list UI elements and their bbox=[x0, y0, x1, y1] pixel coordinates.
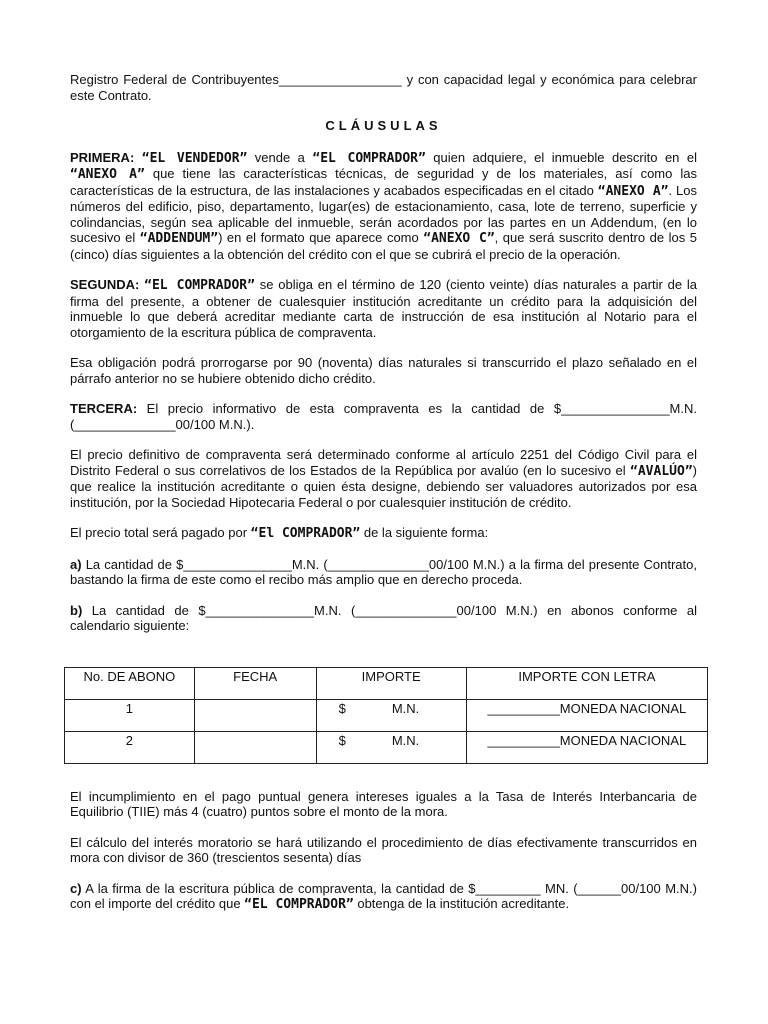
precio-total-paragraph bbox=[70, 525, 697, 542]
term-anexo-c: “ANEXO C” bbox=[423, 231, 495, 246]
primera-text-1: vende a bbox=[247, 149, 313, 165]
term-comprador: “EL COMPRADOR” bbox=[144, 278, 255, 293]
term-avaluo: “AVALÚO” bbox=[630, 463, 693, 479]
calendar-table bbox=[64, 667, 708, 764]
tercera-text: El precio informativo de esta compraventa es la cantidad de $_______________M.N. (______________00/100 M.N.). bbox=[70, 401, 697, 432]
inciso-a-text: La cantidad de $_______________M.N. (______________00/100 M.N.) a la firma del presente Contrato, bastando la firma de este como el recibo más amplio que en derecho proceda. bbox=[70, 556, 697, 587]
cell-fecha bbox=[194, 731, 316, 763]
cell-dollar: $ bbox=[338, 700, 346, 716]
primera-label: PRIMERA: bbox=[70, 149, 135, 165]
cell-letra: __________MONEDA NACIONAL bbox=[466, 731, 707, 763]
precio-total-text-1: El precio total será pagado por bbox=[70, 525, 251, 540]
segunda-label: SEGUNDA: bbox=[70, 277, 140, 292]
inciso-c-label: c) bbox=[70, 880, 82, 896]
cell-mn: M.N. bbox=[391, 700, 420, 716]
precio-definitivo-text-1: El precio definitivo de compraventa será determinado conforme al artículo 2251 del Código Civil para el Distrito Federal o sus correlativos de los Estados de la República por avalúo (en lo sucesivo el bbox=[70, 447, 697, 478]
clausulas-title: CLÁUSULAS bbox=[325, 118, 442, 133]
incumplimiento-paragraph: El incumplimiento en el pago puntual genera intereses iguales a la Tasa de Interés Interbancaria de Equilibrio (TIIE) más 4 (cuatro) puntos sobre el monto de la mora. bbox=[70, 788, 697, 819]
header-no-abono: No. DE ABONO bbox=[65, 667, 195, 699]
inciso-b-label: b) bbox=[70, 602, 83, 618]
primera-text-5: ) en el formato que aparece como bbox=[218, 230, 424, 245]
table-row bbox=[65, 699, 708, 731]
cell-mn: M.N. bbox=[391, 732, 420, 748]
segunda-text: se obliga en el término de 120 (ciento veinte) días naturales a partir de la firma del presente, a obtener de cualesquier institución acreditante un crédito para la adquisición del inmueble lo que deberá acreditar mediante carta de instrucción de esa institución al Notario para el otorgamiento de la escritura pública de compraventa. bbox=[70, 277, 697, 340]
clause-primera bbox=[70, 150, 697, 263]
inciso-b-text: La cantidad de $_______________M.N. (______________00/100 M.N.) en abonos conforme al calendario siguiente: bbox=[70, 602, 697, 633]
inciso-a bbox=[70, 557, 697, 588]
clause-segunda bbox=[70, 277, 697, 340]
table-row bbox=[65, 731, 708, 763]
cell-importe bbox=[316, 731, 466, 763]
table-header-row bbox=[65, 667, 708, 699]
inciso-c-text-2: obtenga de la institución acreditante. bbox=[353, 896, 570, 911]
intro-paragraph: Registro Federal de Contribuyentes_________________ y con capacidad legal y económica para celebrar este Contrato. bbox=[70, 72, 697, 103]
prorroga-paragraph: Esa obligación podrá prorrogarse por 90 (noventa) días naturales si transcurrido el plazo señalado en el párrafo anterior no se hubiere obtenido dicho crédito. bbox=[70, 355, 697, 386]
tercera-label: TERCERA: bbox=[70, 401, 138, 416]
clause-tercera bbox=[70, 401, 697, 432]
term-addendum: “ADDENDUM” bbox=[139, 231, 219, 246]
header-importe: IMPORTE bbox=[316, 667, 466, 699]
cell-letra: __________MONEDA NACIONAL bbox=[466, 699, 707, 731]
inciso-a-label: a) bbox=[70, 556, 82, 572]
precio-definitivo-paragraph bbox=[70, 447, 697, 510]
primera-text-4: . Los números del edificio, piso, departamento, lugar(es) de estacionamiento, casa, lote de terreno, superficie y colindancias, según sea aplicable del inmueble, serán acordados por las partes en un Addendum, (en lo sucesivo el bbox=[70, 182, 697, 245]
term-anexo-a-2: “ANEXO A” bbox=[597, 183, 669, 199]
term-comprador: “EL COMPRADOR” bbox=[244, 897, 354, 912]
term-anexo-a: “ANEXO A” bbox=[70, 167, 145, 182]
precio-definitivo-text-2: ) que realice la institución acreditante o quien ésta designe, debiendo ser valuadores autorizados por esa institución, por la Sociedad Hipotecaria Federal o por cualesquier institución de crédito. bbox=[70, 462, 697, 510]
header-fecha: FECHA bbox=[194, 667, 316, 699]
inciso-c-text-1: A la firma de la escritura pública de compraventa, la cantidad de $_________ MN. (______00/100 M.N.) con el importe del crédito que bbox=[70, 880, 697, 911]
header-importe-letra: IMPORTE CON LETRA bbox=[466, 667, 707, 699]
inciso-b bbox=[70, 603, 697, 634]
primera-text-3: que tiene las características técnicas, de seguridad y de los materiales, así como las características de la estructura, de las instalaciones y acabados especificadas en el citado bbox=[70, 166, 697, 198]
cell-no: 2 bbox=[65, 731, 195, 763]
cell-dollar: $ bbox=[338, 732, 346, 748]
primera-text-6: , que será suscrito dentro de los 5 (cinco) días siguientes a la obtención del crédito con el que se cubrirá el precio de la operación. bbox=[70, 230, 697, 262]
contract-page bbox=[70, 72, 697, 928]
cell-importe bbox=[316, 699, 466, 731]
cell-no: 1 bbox=[65, 699, 195, 731]
precio-total-text-2: de la siguiente forma: bbox=[360, 525, 489, 540]
term-vendedor: “EL VENDEDOR” bbox=[141, 150, 248, 166]
inciso-c bbox=[70, 881, 697, 913]
cell-fecha bbox=[194, 699, 316, 731]
primera-text-2: quien adquiere, el inmueble descrito en el bbox=[425, 149, 697, 165]
term-comprador: “EL COMPRADOR” bbox=[312, 150, 426, 166]
term-comprador: “El COMPRADOR” bbox=[250, 526, 361, 541]
calculo-paragraph: El cálculo del interés moratorio se hará utilizando el procedimiento de días efectivamente transcurridos en mora con divisor de 360 (trescientos sesenta) días bbox=[70, 834, 697, 865]
